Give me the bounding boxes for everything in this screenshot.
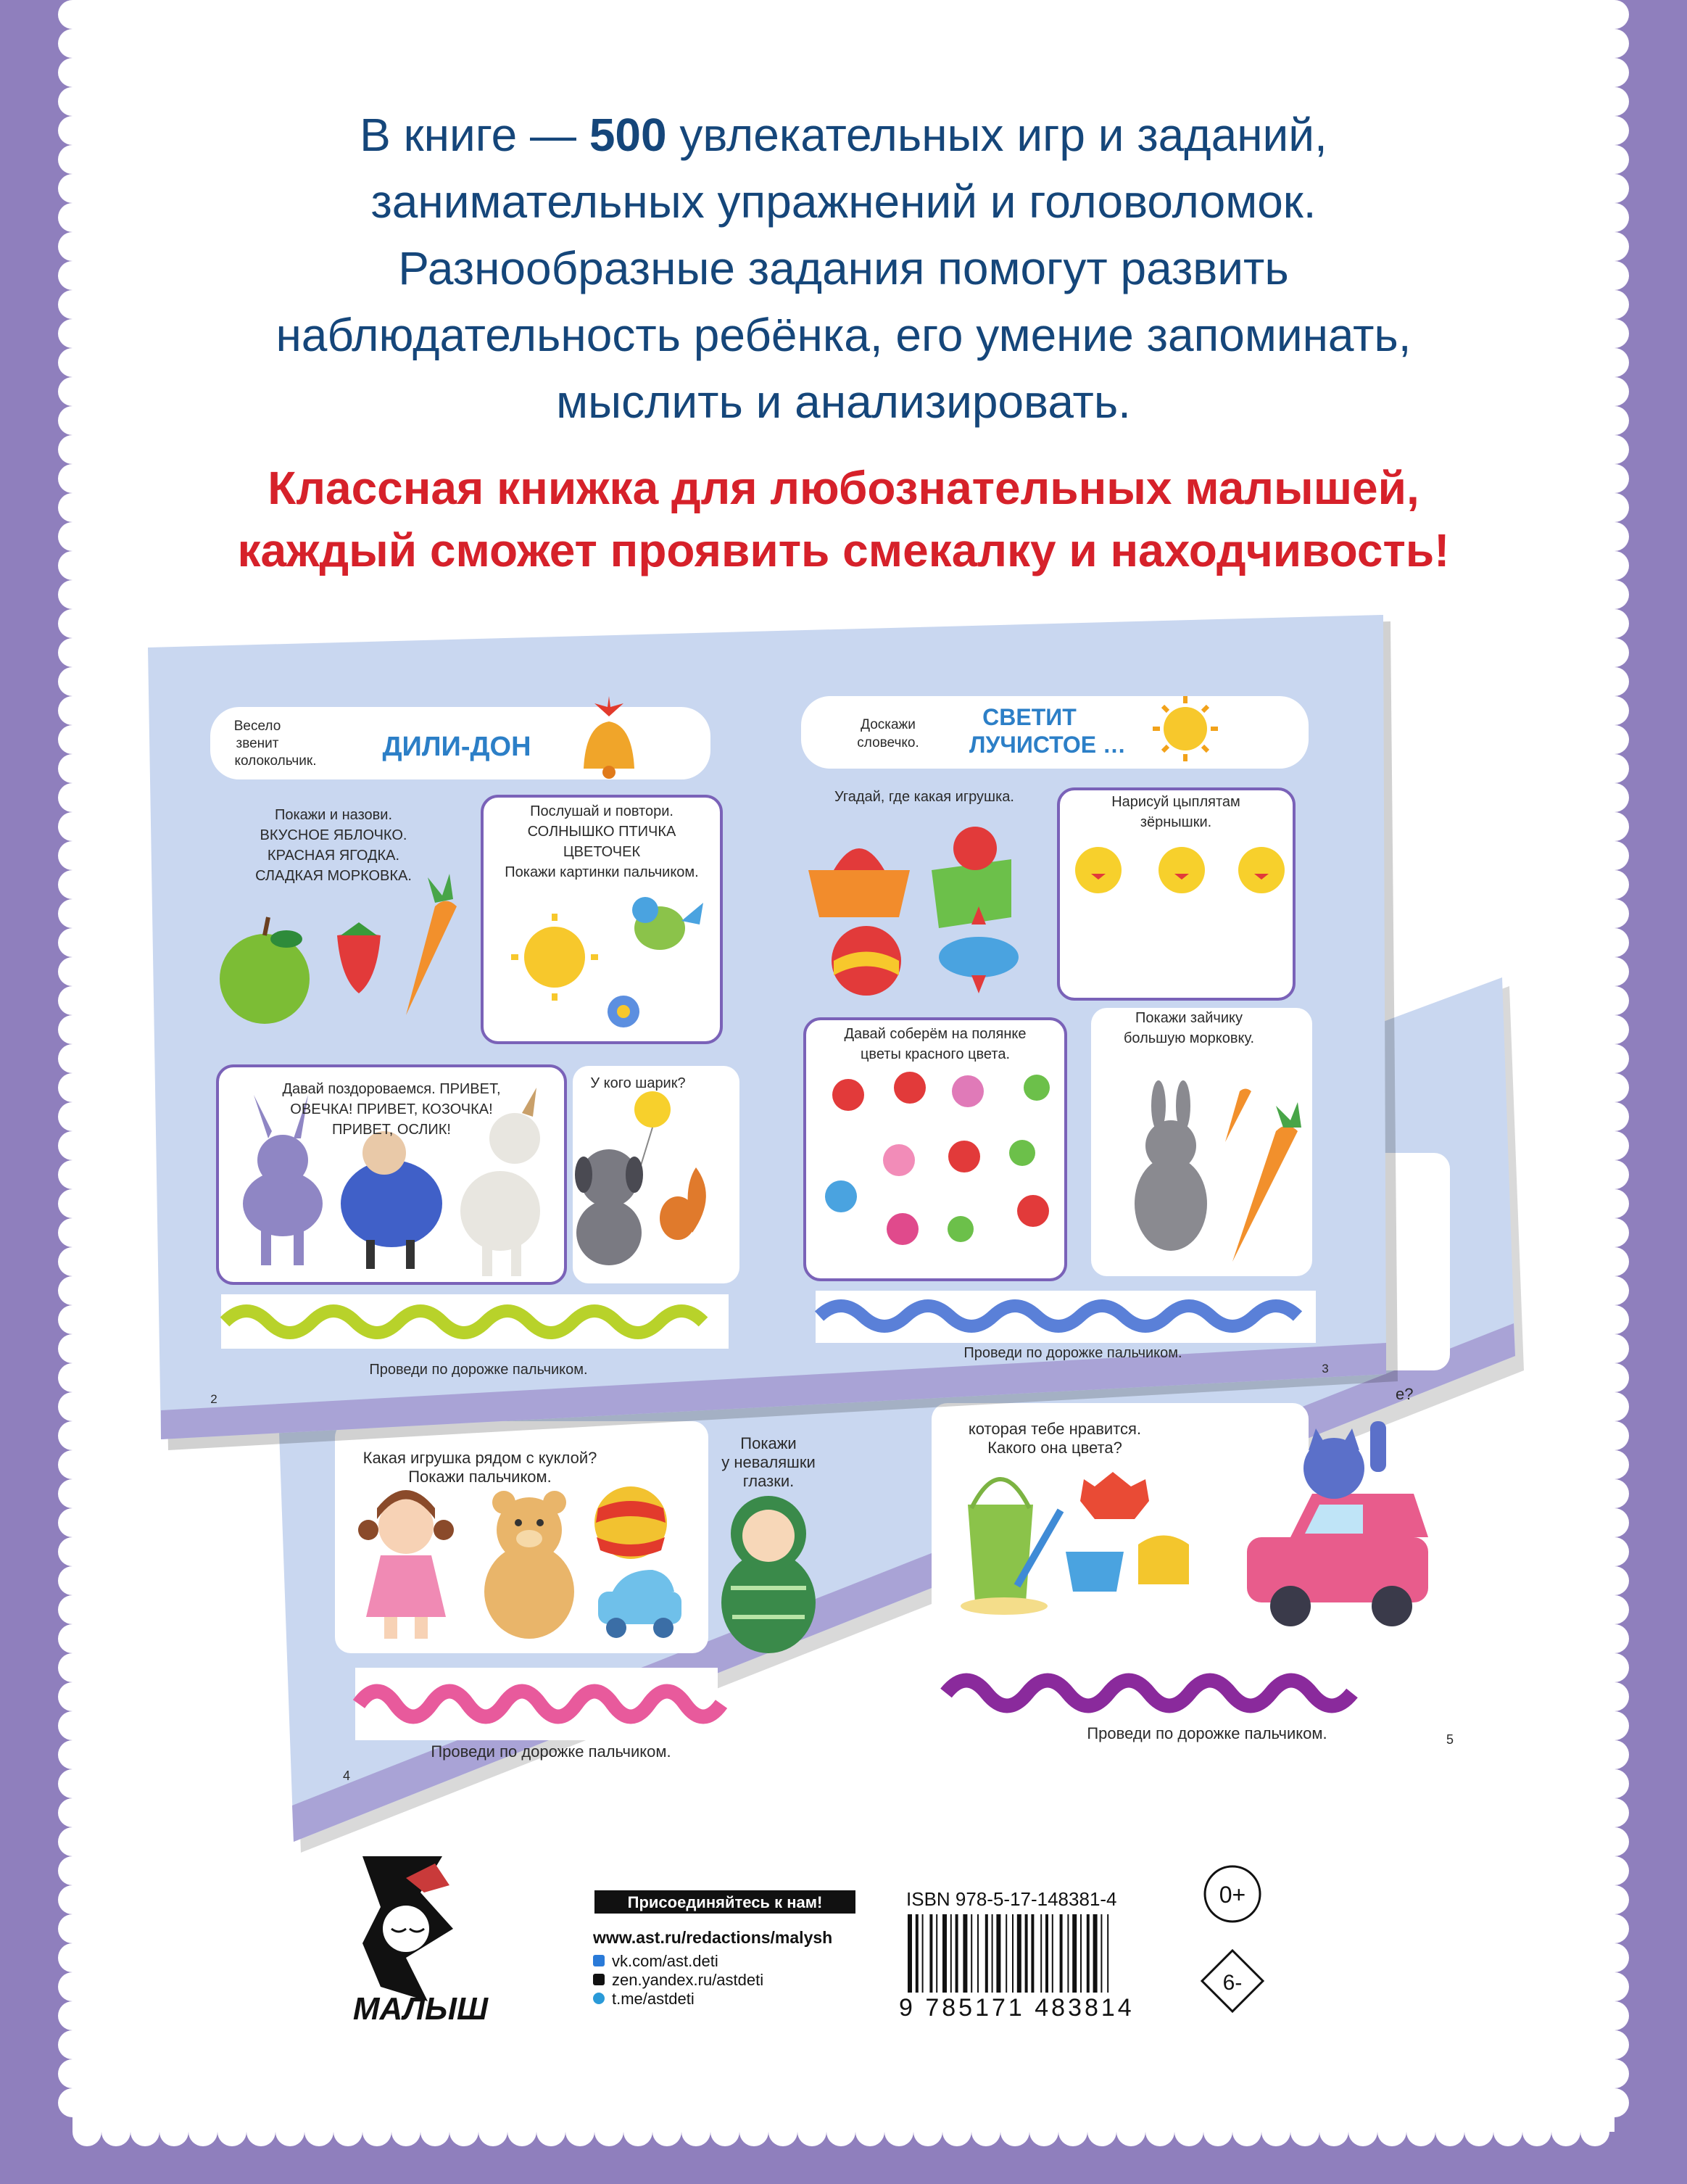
front-left-header-title: ДИЛИ-ДОН	[382, 732, 531, 762]
barcode-bar	[956, 1914, 958, 1993]
front-task8-line1: Покажи зайчику	[1135, 1010, 1243, 1026]
front-task2-line4: Покажи картинки пальчиком.	[505, 864, 699, 880]
front-right-header-title-line1: СВЕТИТ	[982, 704, 1077, 730]
matryoshka-illustration	[721, 1496, 816, 1653]
barcode-bars	[908, 1914, 1108, 1993]
back-task2-line2: у неваляшки	[721, 1453, 816, 1471]
barcode-bar	[1012, 1914, 1014, 1993]
intro-line1-pre: В книге —	[360, 109, 589, 161]
front-right-header-small-line2: словечко.	[857, 735, 919, 750]
barcode-bar	[1067, 1914, 1069, 1993]
back-task2-line3: глазки.	[742, 1472, 795, 1490]
front-task2-line1: Послушай и повтори.	[530, 803, 673, 819]
back-trace-left-label: Проведи по дорожке пальчиком.	[431, 1742, 671, 1761]
front-task2-line2: СОЛНЫШКО ПТИЧКА	[527, 824, 676, 840]
front-left-header-small-line2: звенит	[236, 736, 279, 751]
barcode-bar	[1101, 1914, 1102, 1993]
intro-line5: мыслить и анализировать.	[556, 376, 1131, 428]
front-task1-line3: КРАСНАЯ ЯГОДКА.	[267, 848, 400, 864]
barcode-bar	[1040, 1914, 1042, 1993]
isbn-barcode	[899, 1888, 1135, 2022]
barcode-bar	[950, 1914, 952, 1993]
striped-ball-illustration	[832, 926, 901, 996]
barcode-bar	[1060, 1914, 1063, 1993]
barcode-bar	[1093, 1914, 1098, 1993]
front-task6-line1: Нарисуй цыплятам	[1111, 794, 1240, 810]
front-task3-line1: Давай поздороваемся. ПРИВЕТ,	[282, 1081, 501, 1097]
trace-track-front-left	[221, 1294, 729, 1349]
front-task1-line2: ВКУСНОЕ ЯБЛОЧКО.	[260, 827, 407, 843]
front-page-number-left: 2	[210, 1392, 217, 1406]
back-trace-right-label: Проведи по дорожке пальчиком.	[1087, 1724, 1327, 1742]
barcode-bar	[936, 1914, 937, 1993]
publisher-name: МАЛЫШ	[352, 1991, 489, 2027]
back-task3-line2: Какого она цвета?	[987, 1439, 1122, 1457]
front-trace-left-label: Проведи по дорожке пальчиком.	[369, 1362, 588, 1378]
back-task1-line1: Какая игрушка рядом с куклой?	[362, 1449, 597, 1467]
age-rating-secondary: 6-	[1222, 1971, 1243, 1995]
age-rating-badges	[1202, 1866, 1263, 2011]
age-rating-primary: 0+	[1219, 1882, 1246, 1908]
slogan-line1: Классная книжка для любознательных малышей,	[268, 462, 1419, 514]
front-left-header-small-line3: колокольчик.	[234, 753, 317, 769]
back-task2-line1: Покажи	[740, 1434, 797, 1452]
trace-track-back-right	[942, 1657, 1352, 1729]
barcode-bar	[929, 1914, 932, 1993]
isbn-text: ISBN 978-5-17-148381-4	[906, 1888, 1117, 1910]
barcode-bar	[1017, 1914, 1021, 1993]
front-right-header-title-line2: ЛУЧИСТОЕ …	[969, 732, 1127, 758]
barcode-bar	[1045, 1914, 1048, 1993]
front-task1-line4: СЛАДКАЯ МОРКОВКА.	[255, 868, 412, 884]
barcode-bar	[916, 1914, 919, 1993]
front-task3-line2: ОВЕЧКА! ПРИВЕТ, КОЗОЧКА!	[290, 1101, 493, 1117]
front-task5-text: Угадай, где какая игрушка.	[834, 789, 1014, 805]
barcode-bar	[908, 1914, 912, 1993]
front-spread	[148, 615, 1398, 1450]
barcode-digits: 9 785171 483814	[899, 1994, 1135, 2022]
barcode-bar	[942, 1914, 947, 1993]
front-task4-text: У кого шарик?	[590, 1075, 686, 1091]
front-task3-line3: ПРИВЕТ, ОСЛИК!	[332, 1122, 451, 1138]
barcode-bar	[963, 1914, 967, 1993]
vk-icon	[593, 1955, 605, 1966]
barcode-bar	[1025, 1914, 1028, 1993]
back-page-number-left: 4	[342, 1769, 351, 1783]
join-us-label: Присоединяйтесь к нам!	[627, 1893, 823, 1911]
barcode-bar	[1031, 1914, 1034, 1993]
barcode-bar	[985, 1914, 988, 1993]
zen-icon	[593, 1974, 605, 1985]
front-left-header-small-line1: Весело	[233, 719, 281, 734]
front-right-header-small-line1: Доскажи	[861, 717, 916, 732]
barcode-bar	[1052, 1914, 1053, 1993]
barcode-bar	[1006, 1914, 1007, 1993]
flower-illustration	[608, 996, 639, 1027]
back-task1-line2: Покажи пальчиком.	[408, 1468, 552, 1486]
barcode-bar	[992, 1914, 993, 1993]
front-task8-line2: большую морковку.	[1123, 1030, 1255, 1046]
telegram-link[interactable]: t.me/astdeti	[612, 1990, 695, 2008]
intro-line2: занимательных упражнений и головоломок.	[370, 175, 1317, 228]
website-link[interactable]: www.ast.ru/redactions/malysh	[593, 1928, 833, 1947]
front-page-number-right: 3	[1322, 1362, 1329, 1376]
trace-track-back-left	[355, 1668, 721, 1740]
publisher-logo	[353, 1856, 489, 2027]
telegram-icon	[593, 1993, 605, 2004]
chicks-illustration	[1075, 847, 1285, 893]
front-task1-line1: Покажи и назови.	[274, 807, 393, 823]
back-edge-question: e?	[1396, 1385, 1414, 1403]
barcode-bar	[1072, 1914, 1077, 1993]
front-task2-line3: ЦВЕТОЧЕК	[563, 844, 641, 860]
barcode-bar	[922, 1914, 924, 1993]
back-task3-line1: которая тебе нравится.	[968, 1420, 1142, 1438]
front-task7-line1: Давай соберём на полянке	[844, 1026, 1027, 1042]
intro-count: 500	[589, 109, 667, 161]
barcode-bar	[996, 1914, 1000, 1993]
ball-illustration	[594, 1486, 667, 1559]
back-page-number-right: 5	[1446, 1732, 1454, 1747]
social-links	[592, 1890, 855, 2008]
barcode-bar	[971, 1914, 972, 1993]
front-task7-line2: цветы красного цвета.	[860, 1046, 1011, 1062]
barcode-bar	[977, 1914, 979, 1993]
intro-line1-post: увлекательных игр и заданий,	[666, 109, 1327, 161]
barcode-bar	[1087, 1914, 1090, 1993]
front-task6-line2: зёрнышки.	[1140, 814, 1212, 830]
intro-line4: наблюдательность ребёнка, его умение запоминать,	[275, 309, 1412, 361]
zen-link[interactable]: zen.yandex.ru/astdeti	[612, 1971, 764, 1989]
intro-line3: Разнообразные задания помогут развить	[398, 242, 1289, 294]
barcode-bar	[1107, 1914, 1108, 1993]
barcode-bar	[1080, 1914, 1082, 1993]
trace-track-front-right	[816, 1291, 1316, 1343]
slogan-line2: каждый сможет проявить смекалку и находчивость!	[237, 524, 1450, 576]
vk-link[interactable]: vk.com/ast.deti	[612, 1952, 718, 1970]
front-trace-right-label: Проведи по дорожке пальчиком.	[963, 1345, 1182, 1361]
